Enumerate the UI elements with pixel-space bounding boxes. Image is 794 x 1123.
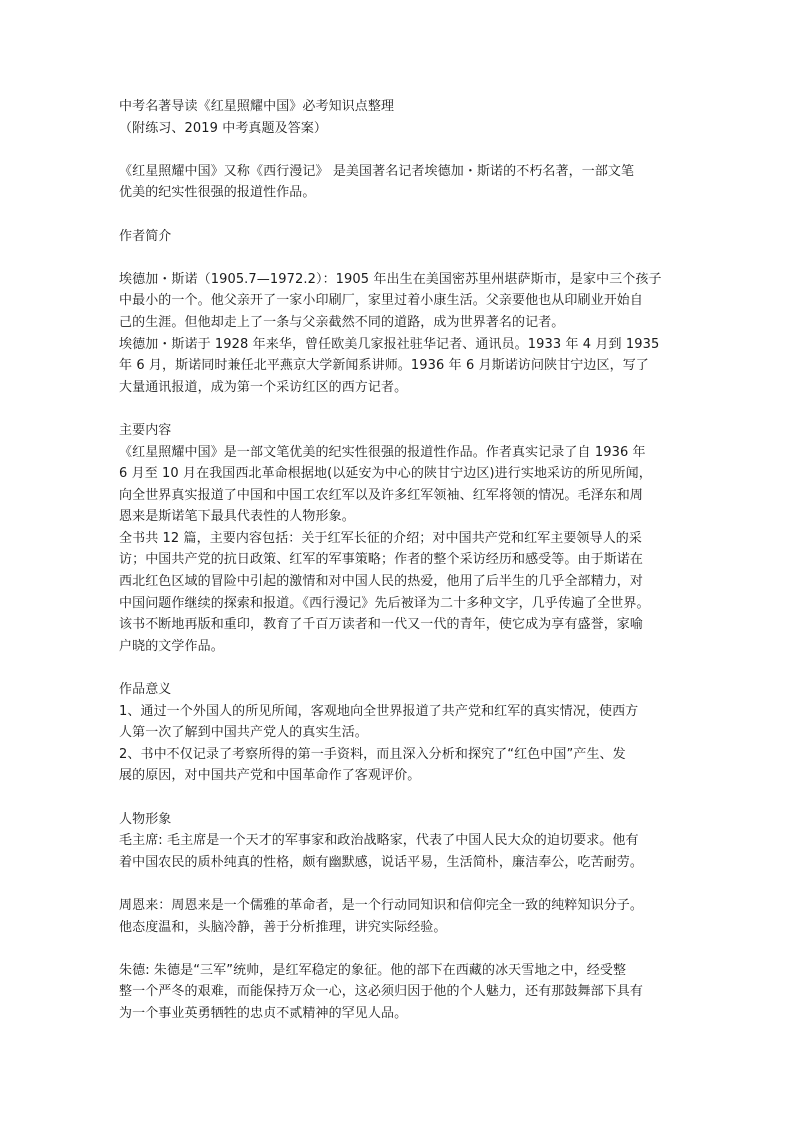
character-mao-line: 毛主席: 毛主席是一个天才的军事家和政治战略家，代表了中国人民大众的迫切要求。他有 <box>119 833 639 849</box>
meaning-line: 2、书中不仅记录了考察所得的第一手资料，而且深入分析和探究了“红色中国”产生、发 <box>119 746 626 762</box>
character-zhou-line: 他态度温和，头脑冷静，善于分析推理，讲究实际经验。 <box>119 919 447 935</box>
character-zhu-line: 朱德: 朱德是“三军”统帅，是红军稳定的象征。他的部下在西藏的冰天雪地之中，经受整 <box>119 962 627 978</box>
content-line: 全书共 12 篇，主要内容包括：关于红军长征的介绍；对中国共产党和红军主要领导人的采 <box>119 530 643 546</box>
document-subtitle: （附练习、2019 中考真题及答案） <box>119 120 328 136</box>
content-line: 该书不断地再版和重印，教育了千百万读者和一代又一代的青年，使它成为享有盛誉，家喻 <box>119 617 644 633</box>
intro-line: 《红星照耀中国》又称《西行漫记》 是美国著名记者埃德加・斯诺的不朽名著，一部文笔 <box>119 163 635 179</box>
intro-line: 优美的纪实性很强的报道性作品。 <box>119 185 316 201</box>
meaning-line: 1、通过一个外国人的所见所闻，客观地向全世界报道了共产党和红军的真实情况，使西方 <box>119 703 639 719</box>
meaning-line: 展的原因，对中国共产党和中国革命作了客观评价。 <box>119 768 421 784</box>
author-line: 己的生涯。但他却走上了一条与父亲截然不同的道路，成为世界著名的记者。 <box>119 314 565 330</box>
section-heading-meaning: 作品意义 <box>119 682 172 698</box>
document-page <box>119 96 685 1025</box>
section-heading-characters: 人物形象 <box>119 811 172 827</box>
content-line: 访；中国共产党的抗日政策、红军的军事策略；作者的整个采访经历和感受等。由于斯诺在 <box>119 552 644 568</box>
section-heading-content: 主要内容 <box>119 422 172 438</box>
content-line: 《红星照耀中国》是一部文笔优美的纪实性很强的报道性作品。作者真实记录了自 1936 年 <box>119 444 646 460</box>
document-title: 中考名著导读《红星照耀中国》必考知识点整理 <box>119 99 395 114</box>
character-mao-line: 着中国农民的质朴纯真的性格，颇有幽默感，说话平易，生活简朴，廉洁奉公，吃苦耐劳。 <box>119 854 644 870</box>
author-line: 大量通讯报道，成为第一个采访红区的西方记者。 <box>119 379 408 395</box>
content-line: 户晓的文学作品。 <box>119 638 224 654</box>
content-line: 向全世界真实报道了中国和中国工农红军以及许多红军领袖、红军将领的情况。毛泽东和周 <box>119 487 644 503</box>
character-zhu-line: 整一个严冬的艰难，而能保持万众一心，这必须归因于他的个人魅力，还有那鼓舞部下具有 <box>119 984 644 1000</box>
author-line: 埃德加・斯诺（1905.7—1972.2）：1905 年出生在美国密苏里州堪萨斯市，是家中三个孩子 <box>119 271 662 287</box>
meaning-line: 人第一次了解到中国共产党人的真实生活。 <box>119 725 368 741</box>
author-line: 中最小的一个。他父亲开了一家小印刷厂，家里过着小康生活。父亲要他也从印刷业开始自 <box>119 293 644 309</box>
content-line: 6 月至 10 月在我国西北革命根据地(以延安为中心的陕甘宁边区)进行实地采访的所见所闻， <box>119 466 652 482</box>
content-line: 西北红色区域的冒险中引起的激情和对中国人民的热爱，他用了后半生的几乎全部精力，对 <box>119 574 644 590</box>
author-line: 年 6 月，斯诺同时兼任北平燕京大学新闻系讲师。1936 年 6 月斯诺访问陕甘宁边区，写了 <box>119 358 649 374</box>
content-line: 恩来是斯诺笔下最具代表性的人物形象。 <box>119 509 355 525</box>
character-zhou-line: 周恩来：周恩来是一个儒雅的革命者，是一个行动同知识和信仰完全一致的纯粹知识分子。 <box>119 897 644 913</box>
character-zhu-line: 为一个事业英勇牺牲的忠贞不贰精神的罕见人品。 <box>119 1005 408 1021</box>
section-heading-author: 作者简介 <box>119 228 172 244</box>
author-line: 埃德加・斯诺于 1928 年来华，曾任欧美几家报社驻华记者、通讯员。1933 年 4 月到 1935 <box>119 336 660 352</box>
content-line: 中国问题作继续的探索和报道。《西行漫记》先后被译为二十多种文字，几乎传遍了全世界。 <box>119 595 650 611</box>
